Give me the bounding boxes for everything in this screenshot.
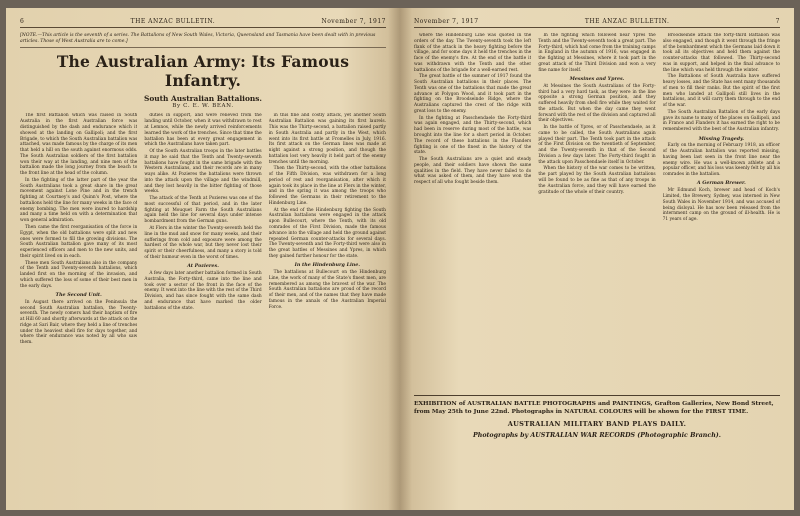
paragraph: The attack of the Tenth at Pozieres was one of the most successful of that period, and in the later fighting at Mouquet Farm the South Australians again held the line for several days under intense bombardment from the German guns. (144, 196, 262, 225)
paragraph: In the fighting of the latter part of the year the South Australians took a great share in the great movement against Lone Pine and in the trench fighting at Courtney's and Quinn's Post, where the battalions held the line for many weeks in the face of enemy bombing. The men were inured to hardship and many a time held on with a determination that won general admiration. (20, 177, 138, 224)
paragraph: When the history of the war comes to be written, the part played by the South Australian battalions will be found to be as fine as that of any troops in the Australian force, and they will have earned the gratitude of the whole of their country. (538, 166, 656, 195)
paragraph: At Messines the South Australians of the Forty-third had a very hard task, as they were in the line opposite a strong German position, and they suffered heavily from shell fire while they waited for the attack. But when the day came they went forward with the rest of the division and captured all their objectives. (538, 83, 656, 124)
right-page (400, 8, 794, 510)
paragraph: in this fine and costly attack, yet another South Australian Battalion was gaining its first laurels. This was the Thirty-second, a battalion raised partly in South Australia and partly in the West, which went into its first battle at Fromelles in July, 1916. Its first attack on the German lines was made at night against a strong position, and though the battalion lost very heavily it held part of the enemy trenches until the morning. (268, 113, 386, 165)
paragraph: Early on the morning of February 1918, an officer of the Australian battalion was reported missing, having been last seen in the front line near the enemy wire. He was a well-known athlete and a popular officer, and his loss was keenly felt by all his comrades in the battalion. (662, 143, 780, 178)
column-3 (663, 33, 780, 390)
paragraph: In the battle of Ypres, or of Passchendaele, as it came to be called, the South Australians again played their part. The Tenth took part in the attack of the First Division on the twentieth of September, and the Twenty-seventh in that of the Second Division a few days later. The Forty-third fought in the attack upon Passchendaele itself in October. (538, 125, 656, 165)
running-header (20, 18, 386, 28)
paragraph: At Flers in the winter the Twenty-seventh held the line in the mud and snow for many weeks, and their sufferings from cold and exposure were among the hardest of the whole war, but they never lost their spirit or their cheerfulness, and many a story is told of their humour even in the worst of times. (144, 226, 262, 260)
section-heading: At Pozieres. (187, 263, 219, 270)
magazine-spread (6, 8, 794, 510)
paragraph: Broodseinde attack the forty-third Battalion was also engaged, and though it went through the fringe of the bombardment which the Germans laid down it took all its objectives and held them against the counter-attacks that followed. The Thirty-second was in support, and helped in the final advance to the line which was held through the winter. (662, 33, 780, 73)
paragraph: At the end of the Hindenburg fighting the South Australian battalions were engaged in the attack upon Bullecourt, where the Tenth, with its old comrades of the First Division, made the famous advance into the village and held the ground against repeated German counter-attacks for several days. The Twenty-seventh and the Forty-third were also in the great battles of Messines and Ypres, in which they gained further honour for the state. (268, 207, 386, 259)
exhibition-notice (414, 395, 780, 439)
paragraph: Then came the first reorganisation of the force in Egypt, when the old battalions were split and new ones were formed to fill the growing divisions. The South Australian battalion gave many of its most experienced officers and men to the new units, and their spirit lived on in each. (20, 225, 138, 259)
paragraph: The South Australians are a quiet and steady people, and their soldiers have shown the same qualities in the field. They have never failed to do what was asked of them, and they have won the respect of all who fought beside them. (414, 157, 532, 186)
column-1 (20, 113, 137, 505)
page-number: 6 (20, 18, 25, 25)
paragraph: In the fighting which followed near Ypres the Tenth and the Twenty-seventh took a great part. The Forty-third, which had come from the training camps in England in the autumn of 1916, was engaged in the fighting at Messines, where it took part in the great attack of the Third Division and won a very fine name for itself. (538, 33, 656, 73)
exhibition-text: EXHIBITION of AUSTRALIAN BATTLE PHOTOGRAPHS and PAINTINGS, Grafton Galleries, New Bond Street, from May 25th to June 22nd. Photographs in NATURAL COLOURS will be shown for the FIRST TIME. (414, 400, 774, 415)
paragraph: In August there arrived on the Peninsula the second South Australian battalion, the Twenty-seventh. The newly comers had their baptism of fire at Hill 60 and shortly afterwards at the attack on the ridge at Sari Bair, where they held a line of trenches under the heaviest shell fire for days together, and where their endurance was noted by all who saw them. (20, 299, 138, 346)
section-heading: In the Hindenburg Line. (294, 262, 360, 269)
section-heading: A German Brewer. (696, 180, 746, 187)
paragraph: The first Battalion which was raised in South Australia in the first Australian force was distinguished by the dash and endurance which it showed at the landing on Gallipoli; and the first Brigade, to which the South Australian battalion was attached, was made famous by the charge of its men that held a hill on the south against enormous odds. The South Australian soldiers of the first battalion won their way at the landing, and nine men of the battalion made the long journey from the beach to the front line at the head of the column. (20, 113, 138, 177)
page-number: 7 (775, 18, 780, 25)
column-1 (414, 33, 531, 390)
article-subheadline: South Australian Battalions. (143, 94, 263, 104)
article-columns (414, 33, 780, 390)
article-byline: By C. E. W. BEAN. (172, 103, 234, 110)
paragraph: These men South Australians also in the company of the Tenth and Twenty-seventh battalions, which landed first on the morning of the invasion, and which suffered the loss of some of their best men in the early days. (20, 260, 138, 289)
section-heading: Messines and Ypres. (569, 75, 625, 82)
paragraph: Then the Thirty-second, with the other battalions of the Fifth Division, was withdrawn for a long period of rest and reorganisation, after which it again took its place in the line at Flers in the winter, and in the spring it was among the troops who followed the Germans in their retirement to the Hindenburg Line. (268, 166, 386, 206)
running-date: November 7, 1917 (321, 18, 386, 25)
paragraph: where the Hindenburg Line was quoted in the orders of the day. The Twenty-seventh took the left flank of the attack in the heavy fighting before the village, and for some days it held the trenches in the face of the enemy's fire. At the end of the battle it was withdrawn with the Tenth and the other battalions of the brigade for a well-earned rest. (414, 33, 532, 73)
article-headline: The Australian Army: Its Famous Infantry. (56, 52, 350, 91)
paragraph: Of the South Australian troops in the later battles it may be said that the Tenth and Twenty-seventh battalions have fought in the same brigade with the Western Australians, and their records are in many ways alike. At Pozieres the battalions were thrown into the attack upon the village and the windmill, and they lost heavily in the bitter fighting of those weeks. (144, 149, 262, 195)
paragraph: Mr Edmund Koch, brewer and head of Koch's Limited, the Brewery, Sydney, was interned in New South Wales in November 1914, and was accused of being disloyal. He has now been released from the internment camp on the ground of ill-health. He is 71 years of age. (662, 188, 780, 223)
photo-credit: Photographs by AUSTRALIAN WAR RECORDS (Photographic Branch). (473, 431, 721, 439)
running-header (414, 18, 780, 28)
column-3 (269, 113, 386, 505)
running-title: THE ANZAC BULLETIN. (584, 18, 670, 25)
running-title: THE ANZAC BULLETIN. (130, 18, 216, 25)
left-page (6, 8, 400, 510)
paragraph: A few days later another battalion formed in South Australia, the Forty-third, came into the line and took over a sector of the front in the face of the enemy. It went into the line with the rest of the Third Division, and has since fought with the same dash and endurance that have marked the older battalions of the state. (144, 270, 262, 311)
running-date: November 7, 1917 (414, 18, 479, 25)
paragraph: The South Australian Battalion of the early days gave its name to many of the places on Gallipoli, and in France and Flanders it has earned the right to be remembered with the best of the Australian infantry. (662, 109, 780, 133)
paragraph: The battalions at Bullecourt on the Hindenburg Line, the work of many of the State's finest men, are remembered as among the bravest of the war. The South Australian battalions are proud of the record of their men, and of the names that they have made famous in the annals of the Australian Imperial Force. (268, 269, 386, 310)
band-text: AUSTRALIAN MILITARY BAND PLAYS DAILY. (507, 419, 687, 428)
section-heading: The Second Unit. (55, 291, 102, 298)
series-note: [NOTE.—This article is the seventh of a series. The Battalions of New South Wales, Victoria, Queensland and Tasmania have been dealt with in previous articles. Those of West Australia are to come.] (20, 33, 386, 48)
column-2 (144, 113, 261, 505)
paragraph: The Battalions of South Australia have suffered heavy losses, and the State has sent many thousands of men to fill their ranks. But the spirit of the first men who landed at Gallipoli still lives in the battalions, and it will carry them through to the end of the war. (662, 74, 780, 109)
paragraph: In the fighting at Passchendaele the Forty-third was again engaged, and the Thirty-second, which had been in reserve during most of the battle, was brought into the line for a short period in October. The record of these battalions in the Flanders fighting is one of the finest in the history of the state. (414, 115, 532, 156)
article-columns (20, 113, 386, 505)
paragraph: The great battle of the summer of 1917 found the South Australian battalions in their places. The Tenth was one of the battalions that made the great advance at Polygon Wood, and it took part in the fighting on the Broodseinde Ridge, where the Australians captured the crest of the ridge with great loss to the enemy. (414, 74, 532, 114)
section-heading: Missing Tragedy. (698, 135, 745, 142)
column-2 (538, 33, 655, 390)
paragraph: duties in support, and were relieved from the landing until October, when it was withdrawn to rest at Lemnos, while the newly arrived reinforcements learned the work of the trenches. Since that time the battalion has been at every great engagement in which the Australians have taken part. (144, 113, 262, 148)
